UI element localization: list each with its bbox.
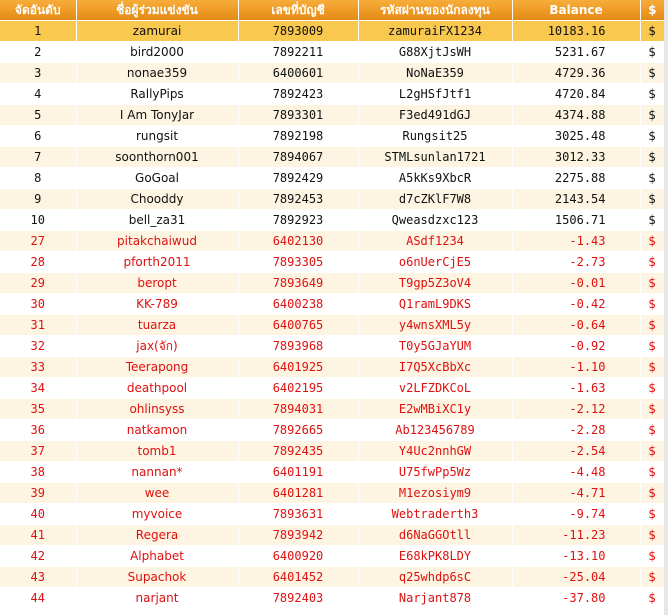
rank-cell: 37 [0, 441, 76, 462]
investor-password-cell: A5kKs9XbcR [358, 168, 512, 189]
participant-name-cell: myvoice [76, 504, 238, 525]
participant-name-cell: nannan* [76, 462, 238, 483]
rank-cell: 33 [0, 357, 76, 378]
currency-cell: $ [640, 84, 664, 105]
header-investor-password[interactable]: รหัสผ่านของนักลงทุน [358, 0, 512, 21]
table-row[interactable] [0, 462, 664, 483]
table-row[interactable] [0, 315, 664, 336]
rank-cell: 44 [0, 588, 76, 609]
investor-password-cell: G88XjtJsWH [358, 42, 512, 63]
table-row[interactable] [0, 147, 664, 168]
rank-cell: 32 [0, 336, 76, 357]
rank-cell: 10 [0, 210, 76, 231]
table-row[interactable] [0, 441, 664, 462]
currency-cell: $ [640, 483, 664, 504]
participant-name-cell: narjant [76, 588, 238, 609]
balance-cell: 4720.84 [512, 84, 640, 105]
currency-cell: $ [640, 210, 664, 231]
currency-cell: $ [640, 378, 664, 399]
table-row[interactable] [0, 378, 664, 399]
balance-cell: 10183.16 [512, 21, 640, 42]
rank-cell: 6 [0, 126, 76, 147]
table-row[interactable] [0, 525, 664, 546]
table-row[interactable] [0, 84, 664, 105]
account-number-cell: 6401452 [238, 567, 358, 588]
account-number-cell: 6402195 [238, 378, 358, 399]
table-row[interactable] [0, 357, 664, 378]
leaderboard-body [0, 21, 664, 609]
header-account-number[interactable]: เลขที่บัญชี [238, 0, 358, 21]
balance-cell: -1.43 [512, 231, 640, 252]
account-number-cell: 7892453 [238, 189, 358, 210]
rank-cell: 1 [0, 21, 76, 42]
currency-cell: $ [640, 441, 664, 462]
rank-cell: 38 [0, 462, 76, 483]
participant-name-cell: ohlinsyss [76, 399, 238, 420]
investor-password-cell: Ab123456789 [358, 420, 512, 441]
balance-cell: 1506.71 [512, 210, 640, 231]
table-row[interactable] [0, 588, 664, 609]
rank-cell: 34 [0, 378, 76, 399]
rank-cell: 4 [0, 84, 76, 105]
currency-cell: $ [640, 357, 664, 378]
participant-name-cell: deathpool [76, 378, 238, 399]
participant-name-cell: bird2000 [76, 42, 238, 63]
header-currency[interactable]: $ [640, 0, 664, 21]
scrollbar-track[interactable] [664, 0, 668, 615]
balance-cell: 4729.36 [512, 63, 640, 84]
balance-cell: 3012.33 [512, 147, 640, 168]
currency-cell: $ [640, 546, 664, 567]
account-number-cell: 7892665 [238, 420, 358, 441]
rank-cell: 36 [0, 420, 76, 441]
balance-cell: -2.73 [512, 252, 640, 273]
balance-cell: -4.48 [512, 462, 640, 483]
currency-cell: $ [640, 315, 664, 336]
rank-cell: 28 [0, 252, 76, 273]
investor-password-cell: d6NaGGOtll [358, 525, 512, 546]
participant-name-cell: nonae359 [76, 63, 238, 84]
rank-cell: 30 [0, 294, 76, 315]
participant-name-cell: Teerapong [76, 357, 238, 378]
account-number-cell: 6400238 [238, 294, 358, 315]
participant-name-cell: wee [76, 483, 238, 504]
currency-cell: $ [640, 21, 664, 42]
table-row[interactable] [0, 210, 664, 231]
balance-cell: 5231.67 [512, 42, 640, 63]
balance-cell: -11.23 [512, 525, 640, 546]
investor-password-cell: NoNaE359 [358, 63, 512, 84]
currency-cell: $ [640, 399, 664, 420]
investor-password-cell: E2wMBiXC1y [358, 399, 512, 420]
investor-password-cell: L2gHSfJtf1 [358, 84, 512, 105]
currency-cell: $ [640, 147, 664, 168]
currency-cell: $ [640, 252, 664, 273]
account-number-cell: 7893301 [238, 105, 358, 126]
header-participant-name[interactable]: ชื่อผู้ร่วมแข่งขัน [76, 0, 238, 21]
rank-cell: 27 [0, 231, 76, 252]
account-number-cell: 6400920 [238, 546, 358, 567]
investor-password-cell: v2LFZDKCoL [358, 378, 512, 399]
currency-cell: $ [640, 525, 664, 546]
table-row[interactable] [0, 399, 664, 420]
participant-name-cell: Chooddy [76, 189, 238, 210]
investor-password-cell: q25whdp6sC [358, 567, 512, 588]
account-number-cell: 7893305 [238, 252, 358, 273]
balance-cell: -9.74 [512, 504, 640, 525]
balance-cell: -0.42 [512, 294, 640, 315]
account-number-cell: 6401191 [238, 462, 358, 483]
investor-password-cell: Q1ramL9DKS [358, 294, 512, 315]
account-number-cell: 7893649 [238, 273, 358, 294]
rank-cell: 39 [0, 483, 76, 504]
table-row[interactable] [0, 189, 664, 210]
participant-name-cell: KK-789 [76, 294, 238, 315]
investor-password-cell: Rungsit25 [358, 126, 512, 147]
balance-cell: 2143.54 [512, 189, 640, 210]
investor-password-cell: y4wnsXML5y [358, 315, 512, 336]
table-row[interactable] [0, 273, 664, 294]
account-number-cell: 7892423 [238, 84, 358, 105]
balance-cell: -0.92 [512, 336, 640, 357]
table-row[interactable] [0, 483, 664, 504]
balance-cell: 4374.88 [512, 105, 640, 126]
balance-cell: -0.64 [512, 315, 640, 336]
table-row[interactable] [0, 21, 664, 42]
table-row[interactable] [0, 168, 664, 189]
account-number-cell: 7892211 [238, 42, 358, 63]
participant-name-cell: rungsit [76, 126, 238, 147]
investor-password-cell: F3ed491dGJ [358, 105, 512, 126]
table-row[interactable] [0, 567, 664, 588]
participant-name-cell: jax(จัก) [76, 336, 238, 357]
investor-password-cell: STMLsunlan1721 [358, 147, 512, 168]
rank-cell: 40 [0, 504, 76, 525]
balance-cell: -1.63 [512, 378, 640, 399]
rank-cell: 35 [0, 399, 76, 420]
participant-name-cell: zamurai [76, 21, 238, 42]
currency-cell: $ [640, 189, 664, 210]
account-number-cell: 6401281 [238, 483, 358, 504]
leaderboard-header [0, 0, 664, 21]
participant-name-cell: Supachok [76, 567, 238, 588]
participant-name-cell: natkamon [76, 420, 238, 441]
investor-password-cell: E68kPK8LDY [358, 546, 512, 567]
header-rank[interactable]: จัดอันดับ [0, 0, 76, 21]
currency-cell: $ [640, 273, 664, 294]
balance-cell: -37.80 [512, 588, 640, 609]
currency-cell: $ [640, 231, 664, 252]
rank-cell: 3 [0, 63, 76, 84]
rank-cell: 2 [0, 42, 76, 63]
investor-password-cell: Webtraderth3 [358, 504, 512, 525]
rank-cell: 43 [0, 567, 76, 588]
table-row[interactable] [0, 126, 664, 147]
investor-password-cell: Qweasdzxc123 [358, 210, 512, 231]
investor-password-cell: o6nUerCjE5 [358, 252, 512, 273]
investor-password-cell: d7cZKlF7W8 [358, 189, 512, 210]
account-number-cell: 7892403 [238, 588, 358, 609]
account-number-cell: 6400601 [238, 63, 358, 84]
balance-cell: -2.54 [512, 441, 640, 462]
table-row[interactable] [0, 63, 664, 84]
account-number-cell: 7893009 [238, 21, 358, 42]
balance-cell: -25.04 [512, 567, 640, 588]
table-row[interactable] [0, 231, 664, 252]
account-number-cell: 7893942 [238, 525, 358, 546]
currency-cell: $ [640, 462, 664, 483]
participant-name-cell: RallyPips [76, 84, 238, 105]
investor-password-cell: T0y5GJaYUM [358, 336, 512, 357]
participant-name-cell: GoGoal [76, 168, 238, 189]
participant-name-cell: soonthorn001 [76, 147, 238, 168]
investor-password-cell: T9gp5Z3oV4 [358, 273, 512, 294]
balance-cell: -1.10 [512, 357, 640, 378]
participant-name-cell: Regera [76, 525, 238, 546]
rank-cell: 8 [0, 168, 76, 189]
participant-name-cell: bell_za31 [76, 210, 238, 231]
currency-cell: $ [640, 105, 664, 126]
table-row[interactable] [0, 336, 664, 357]
investor-password-cell: zamuraiFX1234 [358, 21, 512, 42]
table-row[interactable] [0, 420, 664, 441]
rank-cell: 9 [0, 189, 76, 210]
table-row[interactable] [0, 42, 664, 63]
rank-cell: 42 [0, 546, 76, 567]
currency-cell: $ [640, 567, 664, 588]
account-number-cell: 7893631 [238, 504, 358, 525]
account-number-cell: 7892923 [238, 210, 358, 231]
header-balance[interactable]: Balance [512, 0, 640, 21]
balance-cell: 3025.48 [512, 126, 640, 147]
currency-cell: $ [640, 294, 664, 315]
currency-cell: $ [640, 504, 664, 525]
balance-cell: 2275.88 [512, 168, 640, 189]
account-number-cell: 6402130 [238, 231, 358, 252]
account-number-cell: 7892429 [238, 168, 358, 189]
header-row [0, 0, 664, 21]
investor-password-cell: U75fwPp5Wz [358, 462, 512, 483]
investor-password-cell: ASdf1234 [358, 231, 512, 252]
table-row[interactable] [0, 294, 664, 315]
balance-cell: -0.01 [512, 273, 640, 294]
account-number-cell: 7892198 [238, 126, 358, 147]
account-number-cell: 7894031 [238, 399, 358, 420]
participant-name-cell: tomb1 [76, 441, 238, 462]
table-row[interactable] [0, 504, 664, 525]
account-number-cell: 6400765 [238, 315, 358, 336]
currency-cell: $ [640, 42, 664, 63]
investor-password-cell: Narjant878 [358, 588, 512, 609]
participant-name-cell: tuarza [76, 315, 238, 336]
rank-cell: 7 [0, 147, 76, 168]
balance-cell: -2.12 [512, 399, 640, 420]
table-row[interactable] [0, 105, 664, 126]
table-row[interactable] [0, 546, 664, 567]
rank-cell: 29 [0, 273, 76, 294]
account-number-cell: 7893968 [238, 336, 358, 357]
participant-name-cell: beropt [76, 273, 238, 294]
rank-cell: 5 [0, 105, 76, 126]
investor-password-cell: M1ezosiym9 [358, 483, 512, 504]
investor-password-cell: Y4Uc2nnhGW [358, 441, 512, 462]
currency-cell: $ [640, 168, 664, 189]
participant-name-cell: pitakchaiwud [76, 231, 238, 252]
participant-name-cell: pforth2011 [76, 252, 238, 273]
table-row[interactable] [0, 252, 664, 273]
participant-name-cell: I Am TonyJar [76, 105, 238, 126]
currency-cell: $ [640, 420, 664, 441]
currency-cell: $ [640, 63, 664, 84]
balance-cell: -4.71 [512, 483, 640, 504]
participant-name-cell: Alphabet [76, 546, 238, 567]
rank-cell: 31 [0, 315, 76, 336]
rank-cell: 41 [0, 525, 76, 546]
account-number-cell: 7892435 [238, 441, 358, 462]
currency-cell: $ [640, 336, 664, 357]
balance-cell: -2.28 [512, 420, 640, 441]
account-number-cell: 7894067 [238, 147, 358, 168]
balance-cell: -13.10 [512, 546, 640, 567]
currency-cell: $ [640, 588, 664, 609]
account-number-cell: 6401925 [238, 357, 358, 378]
currency-cell: $ [640, 126, 664, 147]
investor-password-cell: I7Q5XcBbXc [358, 357, 512, 378]
